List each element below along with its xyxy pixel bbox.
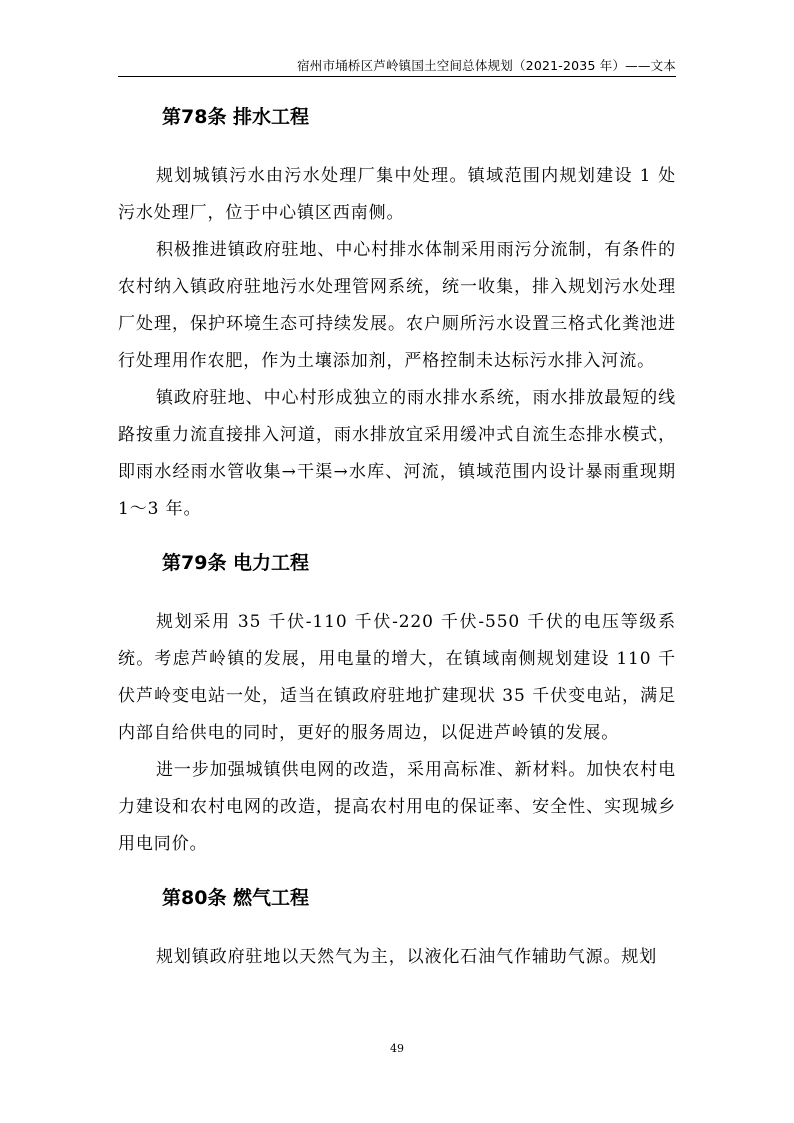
section-heading: 第78条 排水工程 <box>162 106 310 128</box>
section-79 <box>118 550 676 863</box>
paragraph: 规划城镇污水由污水处理厂集中处理。镇域范围内规划建设 1 处污水处理厂，位于中心镇区西南侧。 <box>118 166 676 223</box>
paragraph: 进一步加强城镇供电网的改造，采用高标准、新材料。加快农村电力建设和农村电网的改造，提高农村用电的保证率、安全性、实现城乡用电同价。 <box>118 760 676 854</box>
header-title: 宿州市埇桥区芦岭镇国土空间总体规划（2021-2035 年）——文本 <box>297 58 676 73</box>
section-heading: 第80条 燃气工程 <box>162 887 310 909</box>
paragraph: 积极推进镇政府驻地、中心村排水体制采用雨污分流制，有条件的农村纳入镇政府驻地污水处理管网系统，统一收集，排入规划污水处理厂处理，保护环境生态可持续发展。农户厕所污水设置三格式化粪池进行处理用作农肥，作为土壤添加剂，严格控制未达标污水排入河流。 <box>118 240 676 371</box>
page-header <box>118 56 676 77</box>
page-number: 49 <box>390 1042 404 1055</box>
section-heading: 第79条 电力工程 <box>162 552 310 574</box>
section-78 <box>118 104 676 528</box>
paragraph: 镇政府驻地、中心村形成独立的雨水排水系统，雨水排放最短的线路按重力流直接排入河道，雨水排放宜采用缓冲式自流生态排水模式，即雨水经雨水管收集→干渠→水库、河流，镇域范围内设计暴雨重现期 1～3 年。 <box>118 388 676 519</box>
paragraph: 规划镇政府驻地以天然气为主，以液化石油气作辅助气源。规划 <box>156 947 658 967</box>
paragraph: 规划采用 35 千伏-110 千伏-220 千伏-550 千伏的电压等级系统。考虑芦岭镇的发展，用电量的增大，在镇域南侧规划建设 110 千伏芦岭变电站一处，适当在镇政府驻地扩建现状 35 千伏变电站，满足内部自给供电的同时，更好的服务周边，以促进芦岭镇的发展。 <box>118 612 676 743</box>
document-body <box>118 104 676 976</box>
section-80 <box>118 885 676 976</box>
